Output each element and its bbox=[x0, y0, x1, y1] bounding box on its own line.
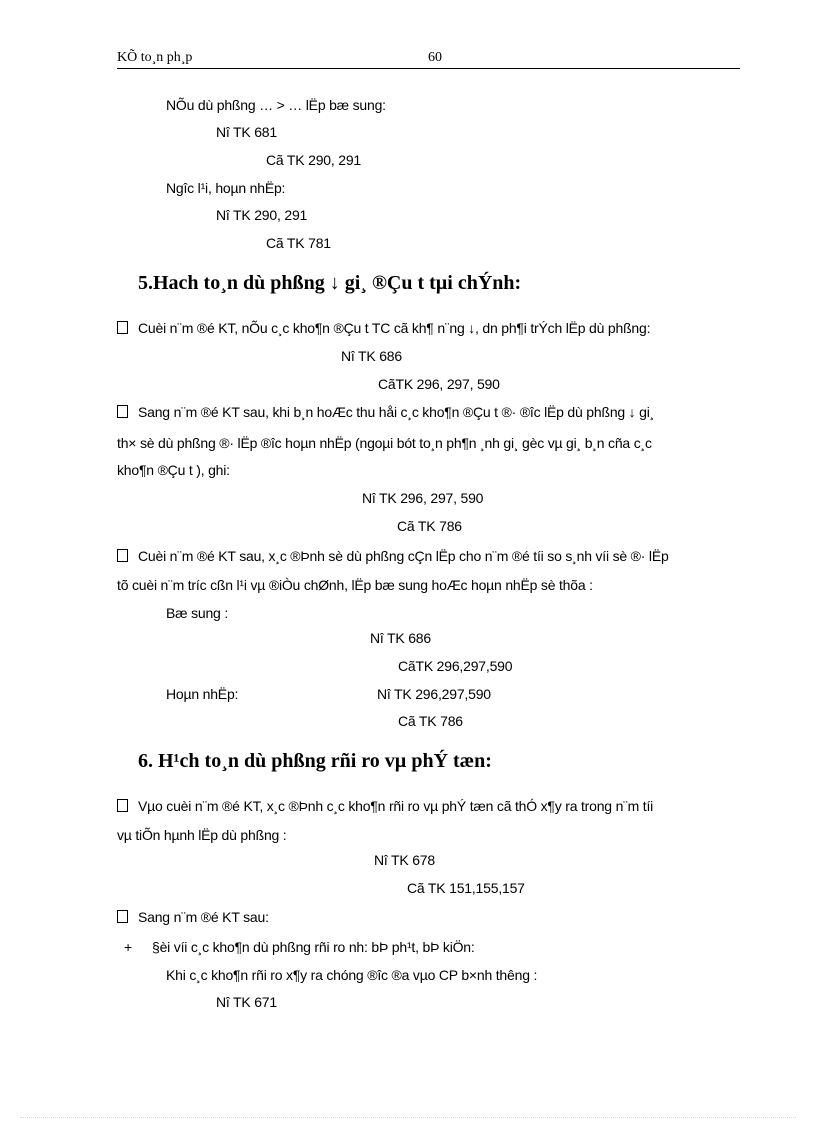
text-line: Cã TK 151,155,157 bbox=[407, 880, 525, 896]
text-line: Khi c¸c kho¶n rñi ro x¶y ra chóng ®îc ®a vµo CP b×nh thêng : bbox=[166, 967, 538, 983]
header-title: KÕ to¸n ph¸p bbox=[117, 50, 193, 65]
bullet-paragraph bbox=[117, 909, 269, 925]
plus-bullet-icon: + bbox=[124, 939, 132, 955]
checkbox-bullet-icon bbox=[117, 321, 128, 334]
text-line: Nî TK 681 bbox=[216, 124, 277, 140]
text-line: tõ cuèi n¨m tríc cßn l¹i vµ ®iÒu chØnh, lËp bæ sung hoÆc hoµn nhËp sè thõa : bbox=[117, 577, 593, 593]
bullet-paragraph bbox=[117, 798, 653, 814]
checkbox-bullet-icon bbox=[117, 910, 128, 923]
text-line: Nî TK 671 bbox=[216, 994, 277, 1010]
text-line: Nî TK 678 bbox=[374, 852, 435, 868]
text-line: NÕu dù phßng … > … lËp bæ sung: bbox=[166, 97, 386, 113]
checkbox-bullet-icon bbox=[117, 799, 128, 812]
section-heading: 5.Hach to¸n dù phßng ↓ gi¸ ®Çu t tµi chÝnh: bbox=[138, 272, 522, 294]
text-line: Cã TK 781 bbox=[266, 235, 331, 251]
text-line: CãTK 296, 297, 590 bbox=[378, 376, 500, 392]
text-line: Cã TK 786 bbox=[398, 713, 463, 729]
text-line: Vµo cuèi n¨m ®é KT, x¸c ®Þnh c¸c kho¶n rñi ro vµ phÝ tæn cã thÓ x¶y ra trong n¨m tíi bbox=[138, 798, 654, 814]
text-line: Nî TK 296, 297, 590 bbox=[362, 490, 484, 506]
text-line: Cã TK 290, 291 bbox=[266, 152, 362, 168]
text-line: Nî TK 290, 291 bbox=[216, 207, 308, 223]
page-number: 60 bbox=[428, 50, 442, 65]
page-bottom-border bbox=[20, 1117, 796, 1118]
text-line: Sang n¨m ®é KT sau, khi b¸n hoÆc thu håi c¸c kho¶n ®Çu t ®· ®îc lËp dù phßng ↓ gi¸ bbox=[138, 404, 655, 420]
text-line: Nî TK 296,297,590 bbox=[377, 686, 491, 702]
text-line: Bæ sung : bbox=[166, 605, 229, 621]
text-line: Hoµn nhËp: bbox=[166, 686, 239, 702]
text-line: th× sè dù phßng ®· lËp ®îc hoµn nhËp (ngoµi bót to¸n ph¶n ¸nh gi¸ gèc vµ gi¸ b¸n cña c¸c bbox=[117, 435, 652, 451]
text-line: Cuèi n¨m ®é KT sau, x¸c ®Þnh sè dù phßng cÇn lËp cho n¨m ®é tíi so s¸nh víi sè ®· lËp bbox=[138, 548, 669, 564]
text-line: CãTK 296,297,590 bbox=[398, 658, 513, 674]
text-line: Cuèi n¨m ®é KT, nÕu c¸c kho¶n ®Çu t TC cã kh¶ n¨ng ↓, dn ph¶i trÝch lËp dù phßng: bbox=[138, 320, 651, 336]
bullet-paragraph bbox=[117, 320, 650, 336]
bullet-paragraph bbox=[117, 404, 654, 420]
section-heading: 6. H¹ch to¸n dù phßng rñi ro vµ phÝ tæn: bbox=[138, 750, 492, 772]
checkbox-bullet-icon bbox=[117, 549, 128, 562]
text-line: Ngîc l¹i, hoµn nhËp: bbox=[166, 180, 286, 196]
plus-paragraph bbox=[124, 939, 475, 955]
text-line: Sang n¨m ®é KT sau: bbox=[138, 909, 269, 925]
header-rule bbox=[117, 68, 740, 69]
text-line: Nî TK 686 bbox=[370, 630, 431, 646]
bullet-paragraph bbox=[117, 548, 669, 564]
text-line: §èi víi c¸c kho¶n dù phßng rñi ro nh: bÞ ph¹t, bÞ kiÖn: bbox=[152, 939, 475, 955]
text-line: vµ tiÕn hµnh lËp dù phßng : bbox=[117, 827, 287, 843]
checkbox-bullet-icon bbox=[117, 405, 128, 418]
text-line: Nî TK 686 bbox=[341, 348, 402, 364]
text-line: kho¶n ®Çu t ), ghi: bbox=[117, 462, 230, 478]
text-line: Cã TK 786 bbox=[397, 518, 462, 534]
